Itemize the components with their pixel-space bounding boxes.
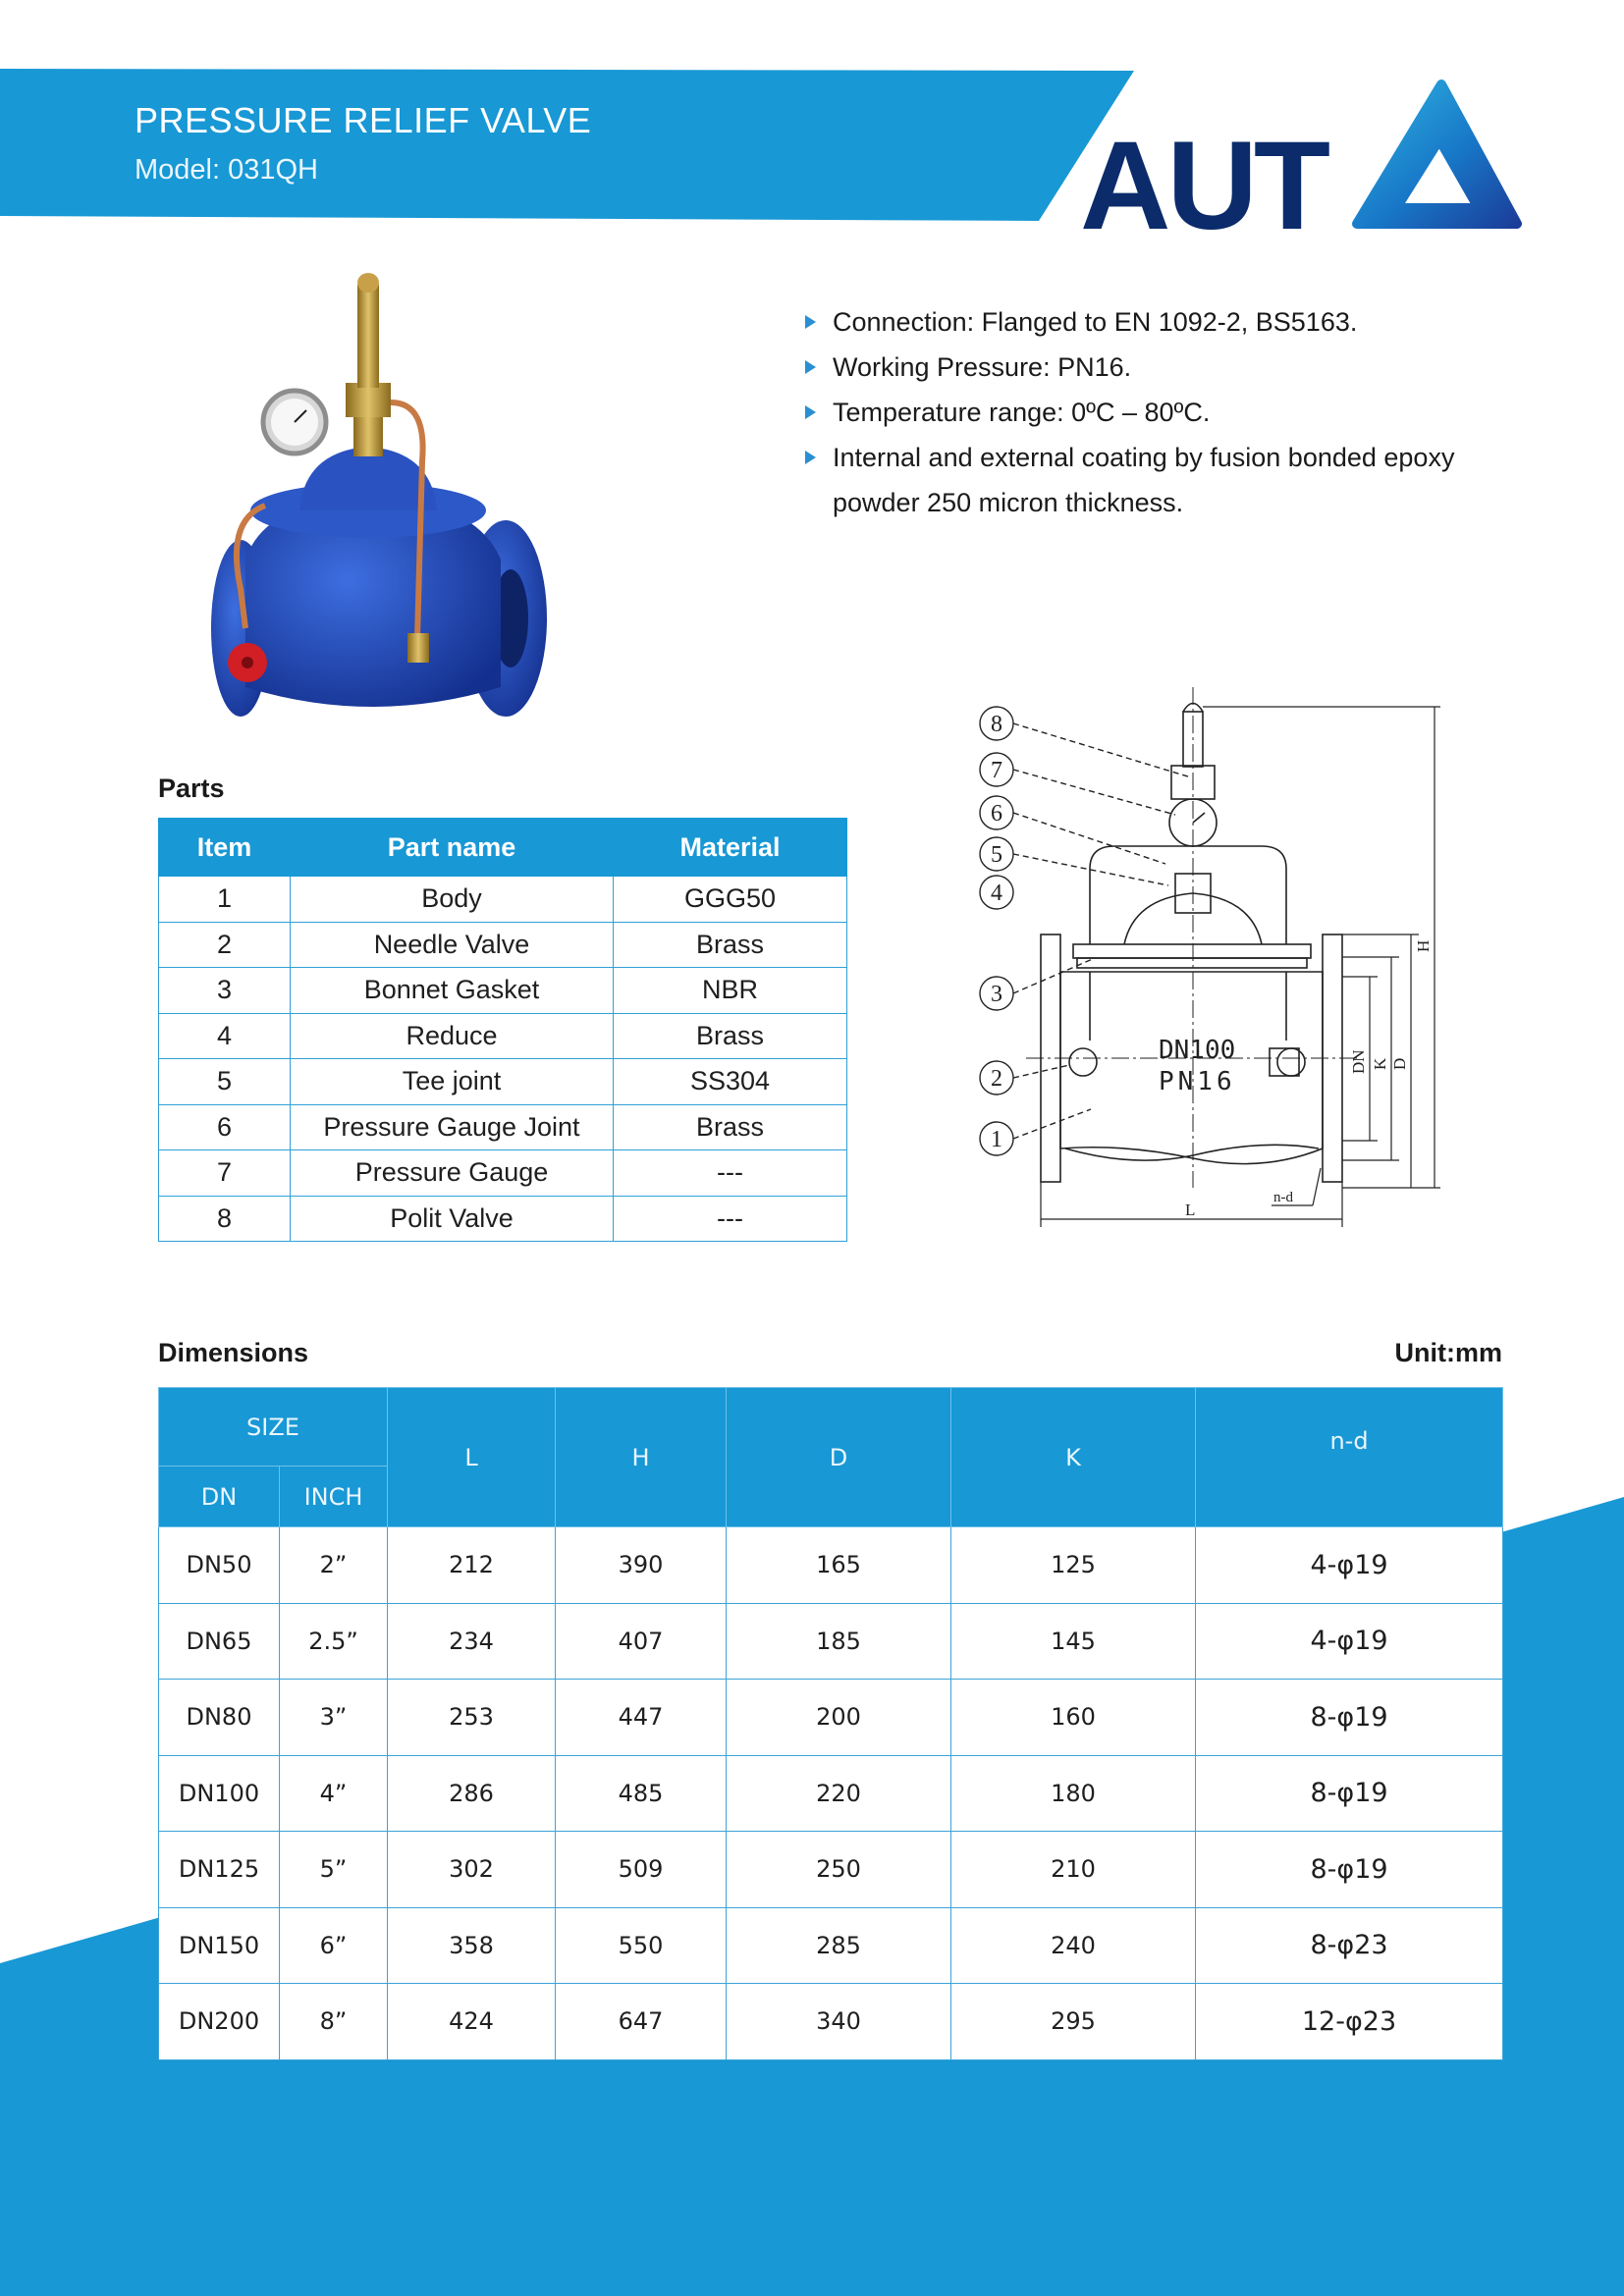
dims-col-h: H — [556, 1388, 727, 1527]
callout-6: 6 — [991, 801, 1002, 827]
triangle-bullet-icon — [805, 451, 816, 464]
feature-item: Temperature range: 0ºC – 80ºC. — [803, 390, 1530, 435]
callout-5: 5 — [991, 842, 1002, 868]
callout-3: 3 — [991, 982, 1002, 1007]
dims-col-nd: n-d — [1196, 1388, 1503, 1527]
valve-technical-drawing — [967, 677, 1468, 1237]
dim-label-l: L — [1185, 1201, 1196, 1219]
triangle-bullet-icon — [805, 315, 816, 329]
model-number: Model: 031QH — [135, 154, 318, 186]
table-row: 6 Pressure Gauge Joint Brass — [159, 1104, 847, 1150]
table-row: DN80 3” 253 447 200 160 8-φ19 — [159, 1680, 1503, 1756]
dims-header-row — [159, 1388, 1503, 1467]
company-logo — [1080, 77, 1522, 243]
callout-4: 4 — [991, 881, 1002, 906]
dim-label-k: K — [1371, 1057, 1389, 1070]
parts-header-row — [159, 819, 847, 877]
table-row: 3 Bonnet Gasket NBR — [159, 968, 847, 1014]
feature-list — [803, 299, 1530, 525]
parts-col-item: Item — [159, 819, 291, 877]
dim-label-h: H — [1414, 939, 1433, 952]
header-band — [0, 69, 1139, 221]
diagram-body-pressure: PN16 — [1159, 1067, 1236, 1096]
triangle-bullet-icon — [805, 405, 816, 419]
callout-1: 1 — [991, 1127, 1002, 1152]
dim-label-dn: DN — [1349, 1049, 1368, 1074]
feature-item: Connection: Flanged to EN 1092-2, BS5163. — [803, 299, 1530, 345]
valve-product-photo — [206, 265, 555, 756]
dimensions-table — [158, 1387, 1503, 2060]
table-row: DN100 4” 286 485 220 180 8-φ19 — [159, 1755, 1503, 1832]
callout-2: 2 — [991, 1066, 1002, 1092]
parts-table — [158, 818, 847, 1242]
triangle-bullet-icon — [805, 360, 816, 374]
dims-col-inch: INCH — [280, 1467, 388, 1527]
parts-col-material: Material — [614, 819, 847, 877]
table-row: 8 Polit Valve --- — [159, 1196, 847, 1242]
dimensions-heading: Dimensions — [158, 1338, 309, 1367]
page-title: PRESSURE RELIEF VALVE — [135, 100, 592, 140]
callout-7: 7 — [991, 758, 1002, 783]
parts-heading: Parts — [158, 774, 225, 803]
feature-item: Internal and external coating by fusion bonded epoxy powder 250 micron thickness. — [803, 435, 1530, 525]
table-row: 1 Body GGG50 — [159, 877, 847, 923]
table-row: 7 Pressure Gauge --- — [159, 1150, 847, 1197]
table-row: 4 Reduce Brass — [159, 1013, 847, 1059]
table-row: DN200 8” 424 647 340 295 12-φ23 — [159, 1984, 1503, 2060]
dimensions-unit: Unit:mm — [1394, 1338, 1502, 1367]
table-row: DN65 2.5” 234 407 185 145 4-φ19 — [159, 1603, 1503, 1680]
diagram-body-size: DN100 — [1159, 1036, 1236, 1065]
table-row: DN150 6” 358 550 285 240 8-φ23 — [159, 1907, 1503, 1984]
table-row: 5 Tee joint SS304 — [159, 1059, 847, 1105]
logo-text: AUT — [1080, 116, 1327, 243]
parts-col-part-name: Part name — [291, 819, 614, 877]
feature-item: Working Pressure: PN16. — [803, 345, 1530, 390]
table-row: 2 Needle Valve Brass — [159, 922, 847, 968]
table-row: DN50 2” 212 390 165 125 4-φ19 — [159, 1527, 1503, 1604]
table-row: DN125 5” 302 509 250 210 8-φ19 — [159, 1832, 1503, 1908]
dims-col-size: SIZE — [159, 1388, 388, 1467]
dims-col-l: L — [388, 1388, 556, 1527]
dims-col-k: K — [951, 1388, 1196, 1527]
dims-col-d: D — [727, 1388, 951, 1527]
dim-label-d: D — [1390, 1057, 1409, 1070]
dim-label-nd: n-d — [1273, 1190, 1293, 1205]
dims-col-dn: DN — [159, 1467, 280, 1527]
callout-8: 8 — [991, 712, 1002, 737]
